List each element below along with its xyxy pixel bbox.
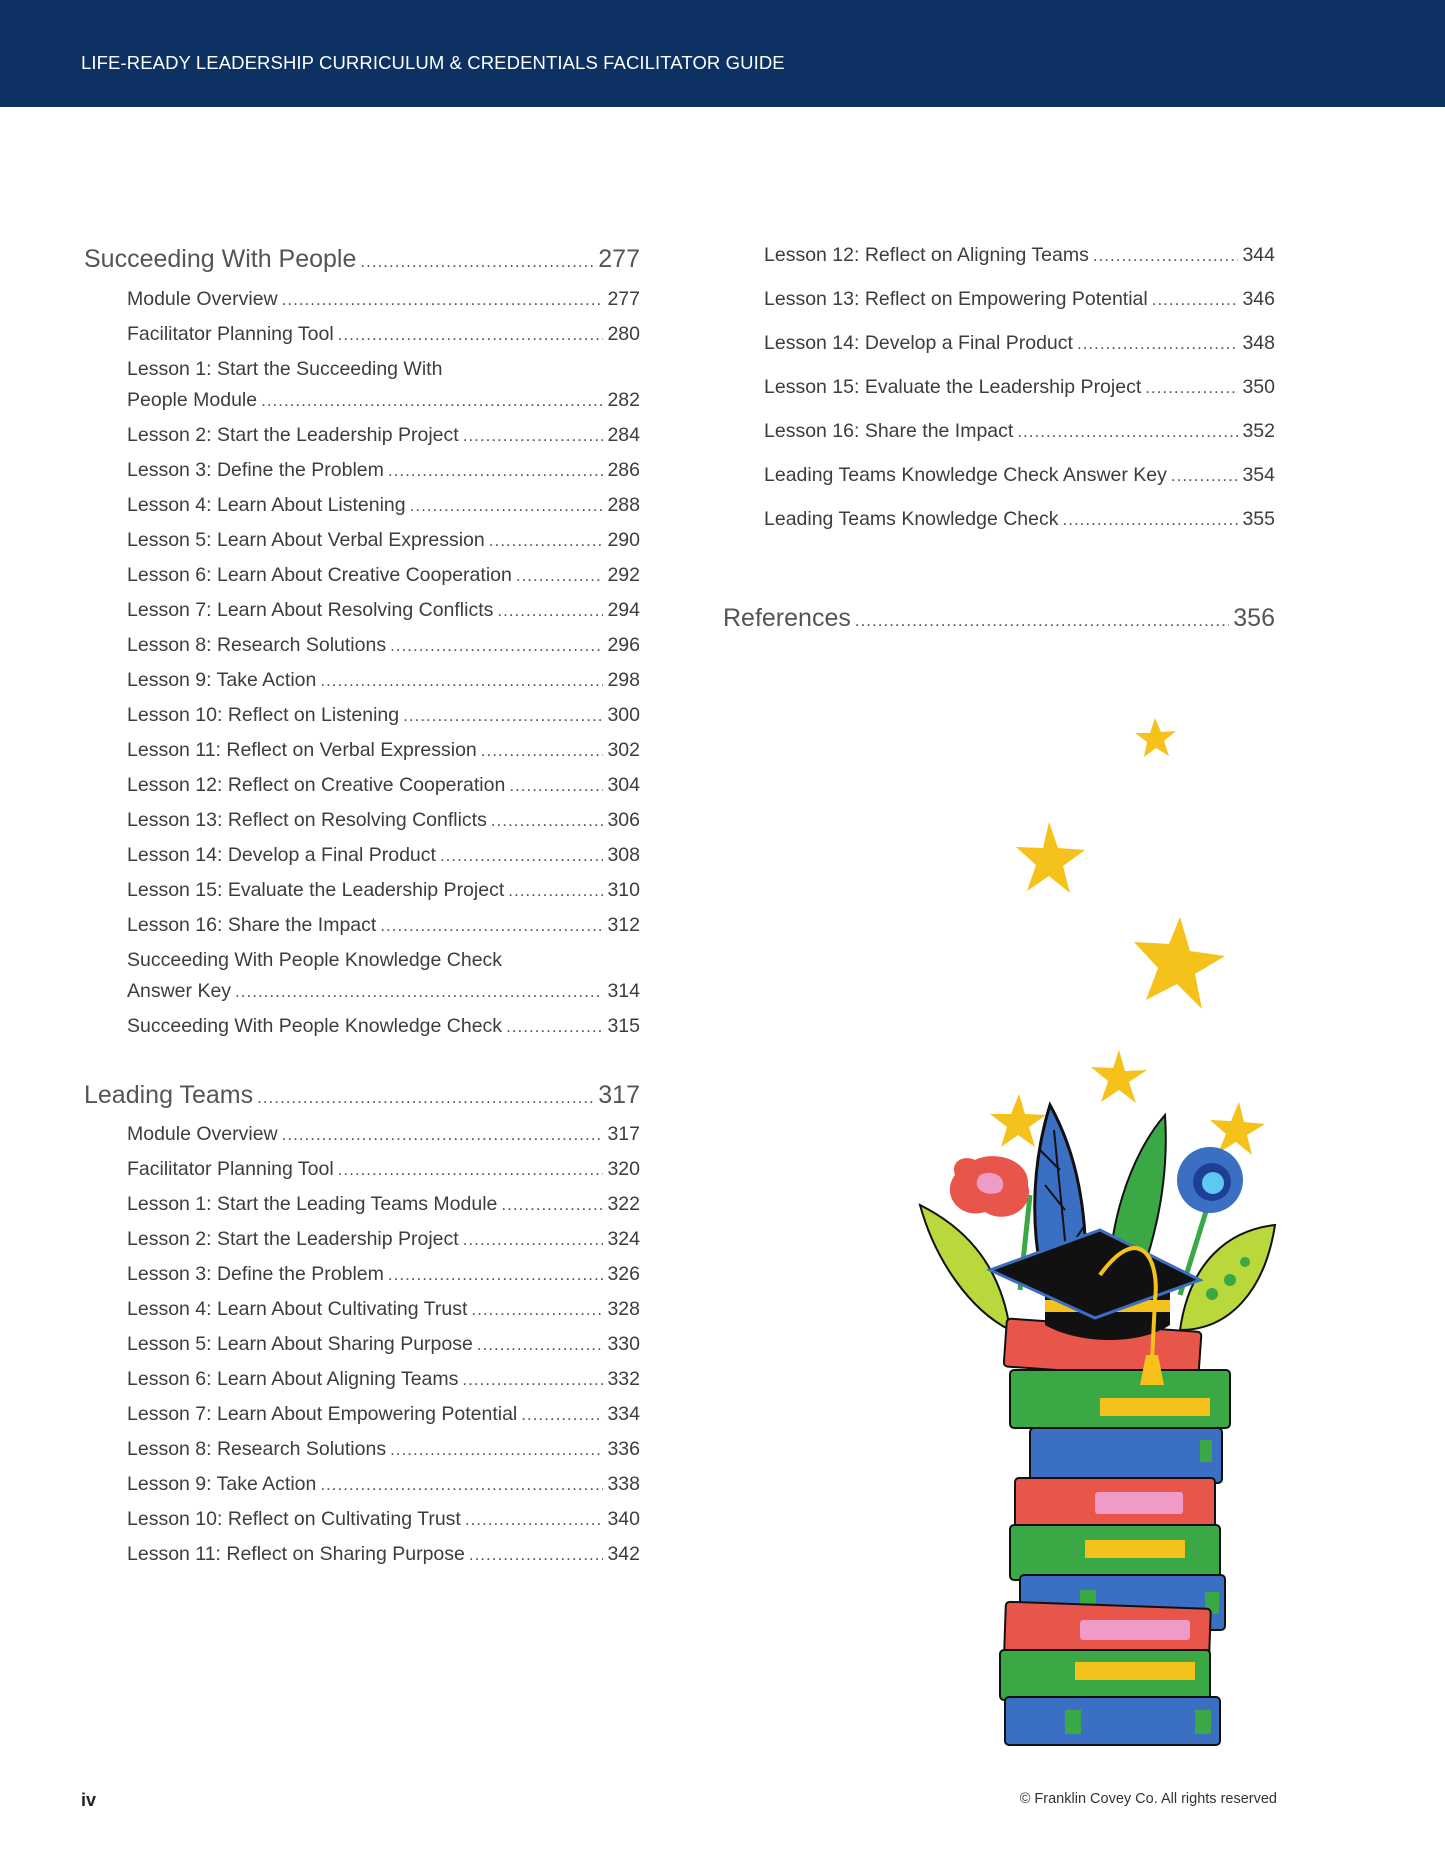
toc-entry[interactable] bbox=[764, 284, 1275, 315]
toc-entry[interactable] bbox=[127, 284, 640, 315]
leader-dots bbox=[235, 976, 603, 1007]
toc-entry[interactable] bbox=[127, 354, 640, 416]
toc-entry-page: 304 bbox=[607, 774, 640, 796]
leader-dots bbox=[516, 560, 604, 591]
toc-entry-label: Succeeding With People Knowledge Check bbox=[127, 949, 503, 971]
leader-dots bbox=[410, 490, 604, 521]
leader-dots bbox=[521, 1399, 603, 1430]
books-graduation-illustration bbox=[900, 700, 1280, 1750]
toc-entry-label: Lesson 6: Learn About Creative Cooperation bbox=[127, 564, 512, 586]
toc-entry-label: Lesson 7: Learn About Empowering Potential bbox=[127, 1403, 518, 1425]
toc-entry[interactable] bbox=[127, 1364, 640, 1395]
toc-entry[interactable] bbox=[127, 319, 640, 350]
toc-entries-leading-teams bbox=[84, 1119, 640, 1570]
toc-entry[interactable] bbox=[127, 525, 640, 556]
toc-entry-page: 348 bbox=[1242, 332, 1275, 354]
toc-entry[interactable] bbox=[127, 595, 640, 626]
leader-dots bbox=[1171, 460, 1239, 491]
toc-entry-page: 328 bbox=[607, 1298, 640, 1320]
leader-dots bbox=[1093, 240, 1239, 271]
toc-entry-page: 324 bbox=[607, 1228, 640, 1250]
toc-entry[interactable] bbox=[127, 1011, 640, 1042]
toc-entry-label: People Module bbox=[127, 389, 258, 411]
toc-entry[interactable] bbox=[127, 1259, 640, 1290]
toc-entry-page: 317 bbox=[607, 1123, 640, 1145]
leader-dots bbox=[855, 611, 1229, 631]
toc-entry-page: 282 bbox=[607, 389, 640, 411]
toc-right-column bbox=[723, 240, 1275, 634]
toc-entry[interactable] bbox=[127, 1119, 640, 1150]
toc-entry[interactable] bbox=[127, 665, 640, 696]
toc-entry-label: Lesson 14: Develop a Final Product bbox=[764, 332, 1073, 354]
star-icon bbox=[1016, 822, 1085, 893]
toc-entry-label: Lesson 5: Learn About Verbal Expression bbox=[127, 529, 485, 551]
leader-dots bbox=[282, 1119, 604, 1150]
toc-entry[interactable] bbox=[127, 770, 640, 801]
toc-entry-page: 308 bbox=[607, 844, 640, 866]
toc-entry-page: 310 bbox=[607, 879, 640, 901]
toc-entry-label: Lesson 15: Evaluate the Leadership Project bbox=[764, 376, 1142, 398]
toc-entry[interactable] bbox=[127, 735, 640, 766]
toc-entry-page: 332 bbox=[607, 1368, 640, 1390]
toc-entry-label: Lesson 12: Reflect on Aligning Teams bbox=[764, 244, 1089, 266]
toc-entry[interactable] bbox=[127, 1154, 640, 1185]
toc-entry-label: Module Overview bbox=[127, 288, 278, 310]
toc-entry-page: 296 bbox=[607, 634, 640, 656]
leader-dots bbox=[380, 910, 603, 941]
toc-entry-label: Lesson 2: Start the Leadership Project bbox=[127, 424, 459, 446]
toc-entry-label: Lesson 11: Reflect on Sharing Purpose bbox=[127, 1543, 465, 1565]
toc-entries-leading-teams-continued bbox=[723, 240, 1275, 535]
toc-entry[interactable] bbox=[127, 420, 640, 451]
leader-dots bbox=[465, 1504, 604, 1535]
leader-dots bbox=[481, 735, 604, 766]
leader-dots bbox=[506, 1011, 603, 1042]
toc-entry[interactable] bbox=[764, 328, 1275, 359]
toc-entry-page: 338 bbox=[607, 1473, 640, 1495]
toc-entry-page: 300 bbox=[607, 704, 640, 726]
leader-dots bbox=[463, 1224, 604, 1255]
toc-entry[interactable] bbox=[127, 1224, 640, 1255]
leader-dots bbox=[261, 385, 603, 416]
toc-entry[interactable] bbox=[764, 460, 1275, 491]
toc-entry-page: 336 bbox=[607, 1438, 640, 1460]
leader-dots bbox=[403, 700, 603, 731]
leader-dots bbox=[320, 665, 603, 696]
toc-entry[interactable] bbox=[127, 1189, 640, 1220]
toc-entry[interactable] bbox=[764, 416, 1275, 447]
leader-dots bbox=[501, 1189, 603, 1220]
leader-dots bbox=[257, 1088, 594, 1108]
toc-entry[interactable] bbox=[764, 504, 1275, 535]
toc-entry-label: Lesson 7: Learn About Resolving Conflicts bbox=[127, 599, 494, 621]
leader-dots bbox=[1077, 328, 1239, 359]
toc-entry-label: Lesson 15: Evaluate the Leadership Project bbox=[127, 879, 505, 901]
toc-entries-succeeding bbox=[84, 284, 640, 1042]
toc-entry-label: Lesson 8: Research Solutions bbox=[127, 1438, 387, 1460]
toc-entry-page: 340 bbox=[607, 1508, 640, 1530]
toc-entry-label: Module Overview bbox=[127, 1123, 278, 1145]
toc-entry-page: 302 bbox=[607, 739, 640, 761]
star-icons bbox=[990, 718, 1265, 1155]
leader-dots bbox=[390, 630, 603, 661]
leader-dots bbox=[491, 805, 604, 836]
toc-entry-label: Lesson 3: Define the Problem bbox=[127, 459, 384, 481]
toc-entry-page: 312 bbox=[607, 914, 640, 936]
toc-entry-label: Lesson 10: Reflect on Listening bbox=[127, 704, 400, 726]
leader-dots bbox=[360, 252, 594, 272]
toc-section-succeeding-with-people[interactable]: Succeeding With People ..... 277 bbox=[84, 245, 640, 275]
toc-entry-page: 288 bbox=[607, 494, 640, 516]
toc-entry-page: 350 bbox=[1242, 376, 1275, 398]
toc-entry-page: 355 bbox=[1242, 508, 1275, 530]
leader-dots bbox=[282, 284, 604, 315]
toc-entry[interactable] bbox=[127, 1294, 640, 1325]
toc-entry-page: 292 bbox=[607, 564, 640, 586]
toc-entry[interactable] bbox=[127, 1329, 640, 1360]
toc-entry-page: 286 bbox=[607, 459, 640, 481]
toc-entry-page: 294 bbox=[607, 599, 640, 621]
toc-entry-label: Lesson 5: Learn About Sharing Purpose bbox=[127, 1333, 473, 1355]
leader-dots bbox=[388, 455, 604, 486]
toc-entry-label: Lesson 1: Start the Leading Teams Module bbox=[127, 1193, 498, 1215]
toc-entry-page: 346 bbox=[1242, 288, 1275, 310]
toc-entry-page: 277 bbox=[607, 288, 640, 310]
toc-entry[interactable] bbox=[127, 700, 640, 731]
toc-entry-label: Lesson 6: Learn About Aligning Teams bbox=[127, 1368, 459, 1390]
toc-entry-page: 315 bbox=[607, 1015, 640, 1037]
leader-dots bbox=[1063, 504, 1239, 535]
toc-entry[interactable] bbox=[127, 455, 640, 486]
leader-dots bbox=[1145, 372, 1238, 403]
toc-entry-label: Leading Teams Knowledge Check Answer Key bbox=[764, 464, 1167, 486]
leader-dots bbox=[471, 1294, 603, 1325]
star-icon bbox=[1210, 1102, 1265, 1155]
toc-entry-page: 298 bbox=[607, 669, 640, 691]
leader-dots bbox=[509, 770, 603, 801]
page-number: iv bbox=[81, 1790, 97, 1810]
toc-entry-page: 306 bbox=[607, 809, 640, 831]
toc-entry-label: Lesson 8: Research Solutions bbox=[127, 634, 387, 656]
toc-entry-label: Lesson 4: Learn About Cultivating Trust bbox=[127, 1298, 468, 1320]
toc-entry[interactable] bbox=[127, 1504, 640, 1535]
leader-dots bbox=[462, 1364, 603, 1395]
leader-dots bbox=[390, 1434, 603, 1465]
leader-dots bbox=[489, 525, 604, 556]
toc-entry-label: Lesson 10: Reflect on Cultivating Trust bbox=[127, 1508, 461, 1530]
toc-entry-label: Lesson 4: Learn About Listening bbox=[127, 494, 406, 516]
toc-entry-label: Lesson 12: Reflect on Creative Cooperation bbox=[127, 774, 506, 796]
toc-entry-page: 352 bbox=[1242, 420, 1275, 442]
toc-entry-label: Lesson 16: Share the Impact bbox=[127, 914, 377, 936]
toc-entry-label: Lesson 3: Define the Problem bbox=[127, 1263, 384, 1285]
toc-entry-page: 344 bbox=[1242, 244, 1275, 266]
toc-entry[interactable] bbox=[127, 1434, 640, 1465]
leader-dots bbox=[477, 1329, 604, 1360]
star-icon bbox=[1135, 718, 1176, 757]
toc-entry[interactable] bbox=[127, 945, 640, 1007]
leader-dots bbox=[338, 1154, 604, 1185]
toc-entry-label: Lesson 13: Reflect on Empowering Potential bbox=[764, 288, 1148, 310]
leader-dots bbox=[320, 1469, 603, 1500]
leader-dots bbox=[497, 595, 603, 626]
toc-entry-label: Lesson 9: Take Action bbox=[127, 669, 317, 691]
toc-entry[interactable] bbox=[127, 630, 640, 661]
toc-entry-label: Lesson 1: Start the Succeeding With bbox=[127, 358, 443, 380]
leader-dots bbox=[508, 875, 603, 906]
toc-entry[interactable] bbox=[127, 560, 640, 591]
star-icon bbox=[1091, 1050, 1147, 1103]
toc-entry-page: 284 bbox=[607, 424, 640, 446]
toc-entry[interactable] bbox=[127, 1539, 640, 1570]
toc-entry[interactable] bbox=[127, 840, 640, 871]
toc-section-references[interactable]: References ..... 356 bbox=[723, 604, 1275, 634]
star-icon bbox=[990, 1094, 1046, 1147]
leader-dots bbox=[388, 1259, 604, 1290]
toc-entry-label: Lesson 16: Share the Impact bbox=[764, 420, 1014, 442]
toc-entry-page: 334 bbox=[607, 1403, 640, 1425]
toc-entry[interactable] bbox=[127, 1469, 640, 1500]
toc-entry-label: Lesson 13: Reflect on Resolving Conflicts bbox=[127, 809, 487, 831]
toc-entry-label: Lesson 14: Develop a Final Product bbox=[127, 844, 436, 866]
copyright-notice: © Franklin Covey Co. All rights reserved bbox=[1019, 1791, 1277, 1807]
toc-entry-page: 290 bbox=[607, 529, 640, 551]
leader-dots bbox=[440, 840, 604, 871]
toc-entry-page: 326 bbox=[607, 1263, 640, 1285]
toc-entry-page: 330 bbox=[607, 1333, 640, 1355]
guide-title: LIFE-READY LEADERSHIP CURRICULUM & CREDENTIALS FACILITATOR GUIDE bbox=[81, 52, 785, 73]
toc-entry-label: Leading Teams Knowledge Check bbox=[764, 508, 1059, 530]
toc-entry-page: 314 bbox=[607, 980, 640, 1002]
toc-entry[interactable] bbox=[127, 875, 640, 906]
toc-entry[interactable] bbox=[764, 372, 1275, 403]
toc-entry-label: Lesson 2: Start the Leadership Project bbox=[127, 1228, 459, 1250]
toc-entry-label: Succeeding With People Knowledge Check bbox=[127, 1015, 503, 1037]
toc-entry-label: Facilitator Planning Tool bbox=[127, 323, 334, 345]
toc-entry-page: 320 bbox=[607, 1158, 640, 1180]
toc-entry[interactable] bbox=[127, 805, 640, 836]
page-header bbox=[0, 0, 1445, 107]
toc-entry[interactable] bbox=[127, 1399, 640, 1430]
toc-entry-page: 342 bbox=[607, 1543, 640, 1565]
toc-entry-page: 354 bbox=[1242, 464, 1275, 486]
toc-entry-label: Lesson 11: Reflect on Verbal Expression bbox=[127, 739, 477, 761]
leader-dots bbox=[338, 319, 604, 350]
toc-entry-label: Lesson 9: Take Action bbox=[127, 1473, 317, 1495]
toc-section-leading-teams[interactable]: Leading Teams ..... 317 bbox=[84, 1081, 640, 1111]
toc-entry-label: Facilitator Planning Tool bbox=[127, 1158, 334, 1180]
toc-entry-page: 322 bbox=[607, 1193, 640, 1215]
toc-entry[interactable] bbox=[127, 910, 640, 941]
leader-dots bbox=[463, 420, 604, 451]
toc-entry-page: 280 bbox=[607, 323, 640, 345]
star-icon bbox=[1134, 917, 1225, 1009]
toc-entry[interactable] bbox=[764, 240, 1275, 271]
toc-entry[interactable] bbox=[127, 490, 640, 521]
leader-dots bbox=[1152, 284, 1239, 315]
toc-entry-label: Answer Key bbox=[127, 980, 232, 1002]
leader-dots bbox=[469, 1539, 604, 1570]
book-stack bbox=[1000, 1318, 1230, 1745]
toc-left-column bbox=[84, 245, 640, 1574]
leader-dots bbox=[1017, 416, 1238, 447]
